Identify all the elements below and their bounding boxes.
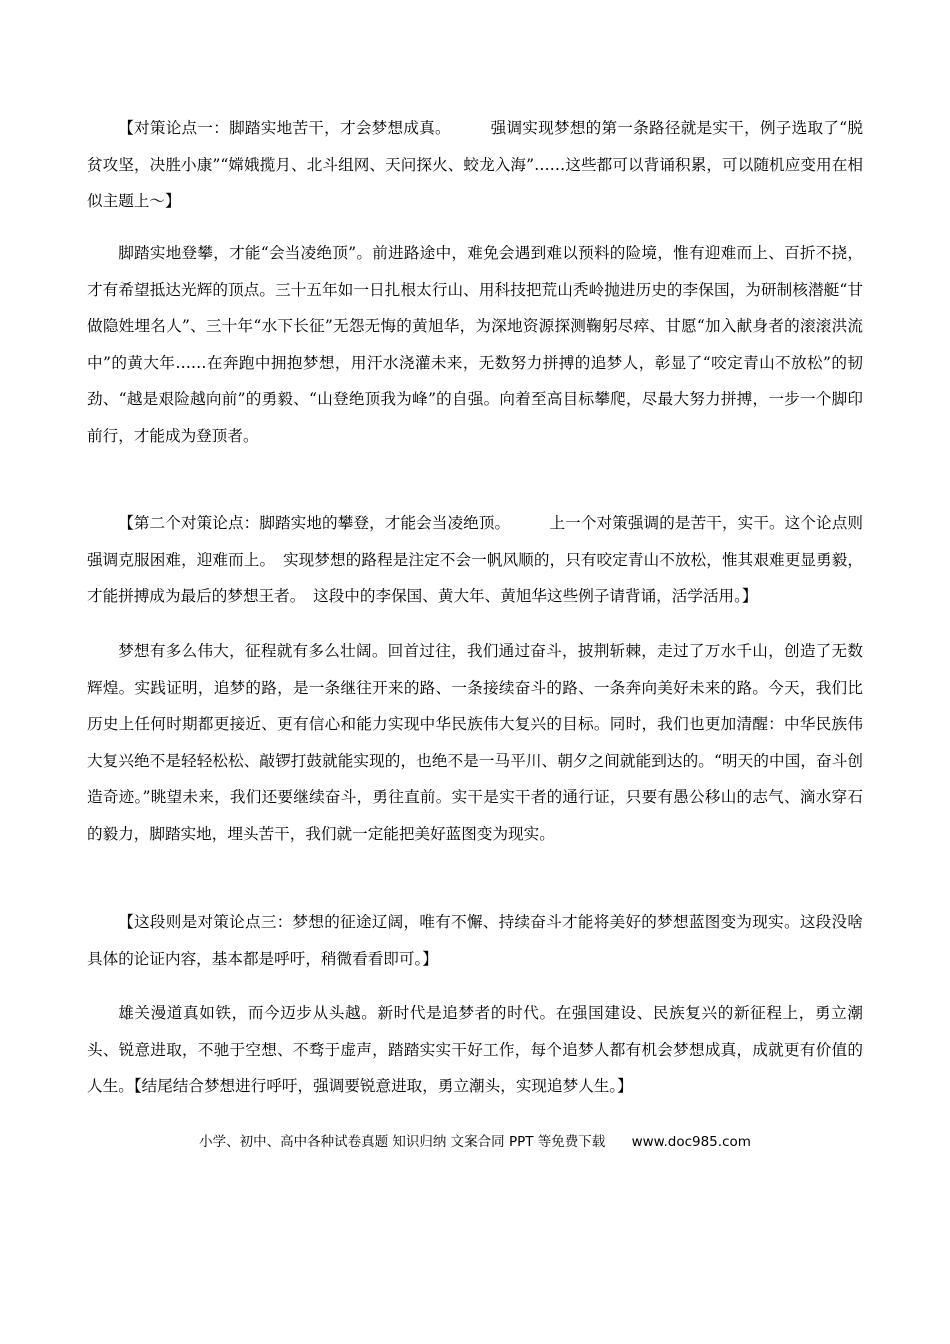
- body-paragraph-2: 梦想有多么伟大，征程就有多么壮阔。回首过往，我们通过奋斗，披荆斩棘，走过了万水千山，创造了无数辉煌。实践证明，追梦的路，是一条继往开来的路、一条接续奋斗的路、一条奔向美好未来的路。今天，我们比历史上任何时期都更接近、更有信心和能力实现中华民族伟大复兴的目标。同时，我们也更加清醒：中华民族伟大复兴绝不是轻轻松松、敲锣打鼓就能实现的，也绝不是一马平川、朝夕之间就能到达的。“明天的中国，奋斗创造奇迹。”眺望未来，我们还要继续奋斗，勇往直前。实干是实干者的通行证，只要有愚公移山的志气、滴水穿石的毅力，脚踏实地，埋头苦干，我们就一定能把美好蓝图变为现实。: [87, 642, 863, 843]
- page-footer: [0, 1132, 950, 1152]
- annotation-paragraph-2: 【第二个对策论点：脚踏实地的攀登，才能会当凌绝顶。 上一个对策强调的是苦干，实干。这个论点则强调克服困难，迎难而上。 实现梦想的路程是注定不会一帆风顺的，只有咬定青山不放松，惟其艰难更显勇毅，才能拼搏成为最后的梦想王者。 这段中的李保国、黄大年、黄旭华这些例子请背诵，活学活用。】: [87, 514, 863, 605]
- body-paragraph-3: 雄关漫道真如铁，而今迈步从头越。新时代是追梦者的时代。在强国建设、民族复兴的新征程上，勇立潮头、锐意进取，不驰于空想、不骛于虚声，踏踏实实干好工作，每个追梦人都有机会梦想成真，成就更有价值的人生。【结尾结合梦想进行呼吁，强调要锐意进取，勇立潮头，实现追梦人生。】: [87, 1004, 863, 1095]
- footer-url[interactable]: www.doc985.com: [631, 1134, 751, 1150]
- footer-text: 小学、初中、高中各种试卷真题 知识归纳 文案合同 PPT 等免费下载: [199, 1134, 606, 1150]
- annotation-paragraph-1: 【对策论点一：脚踏实地苦干，才会梦想成真。 强调实现梦想的第一条路径就是实干，例子选取了“脱贫攻坚，决胜小康”“嫦娥揽月、北斗组网、天问探火、蛟龙入海”……这些都可以背诵积累，可以随机应变用在相似主题上～】: [87, 119, 863, 210]
- annotation-paragraph-3: 【这段则是对策论点三：梦想的征途辽阔，唯有不懈、持续奋斗才能将美好的梦想蓝图变为现实。这段没啥具体的论证内容，基本都是呼吁，稍微看看即可。】: [87, 913, 863, 968]
- body-paragraph-1: 脚踏实地登攀，才能“会当凌绝顶”。前进路途中，难免会遇到难以预料的险境，惟有迎难而上、百折不挠，才有希望抵达光辉的顶点。三十五年如一日扎根太行山、用科技把荒山秃岭抛进历史的李保国，为研制核潜艇“甘做隐姓埋名人”、三十年“水下长征”无怨无悔的黄旭华，为深地资源探测鞠躬尽瘁、甘愿“加入献身者的滚滚洪流中”的黄大年……在奔跑中拥抱梦想，用汗水浇灌未来，无数努力拼搏的追梦人，彰显了“咬定青山不放松”的韧劲、“越是艰险越向前”的勇毅、“山登绝顶我为峰”的自强。向着至高目标攀爬，尽最大努力拼搏，一步一个脚印前行，才能成为登顶者。: [87, 244, 863, 445]
